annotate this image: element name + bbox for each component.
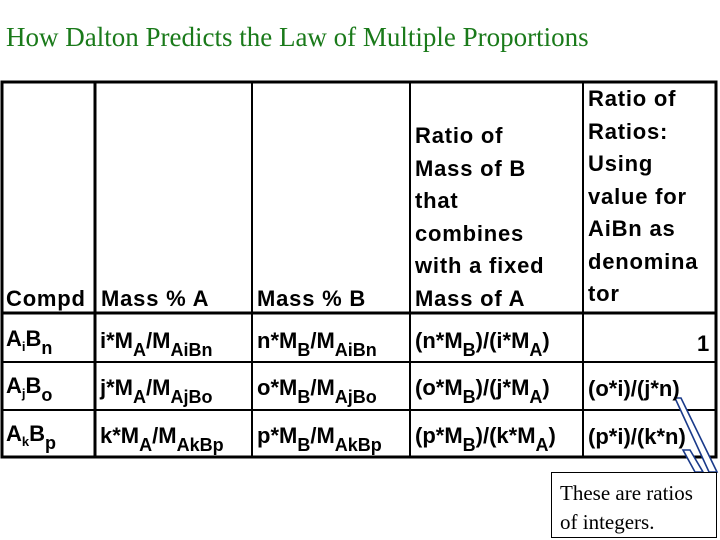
row1-mass-b: $n*M_B/M_{AiBn}$ (257, 328, 377, 360)
callout-box (551, 472, 717, 538)
header-compd: Compd (6, 286, 86, 311)
row2-compd: $A_jB_o$ (6, 373, 53, 405)
row2-mass-b: $o*M_B/M_{AjBo}$ (257, 375, 377, 407)
row1-compd: $A_iB_n$ (6, 326, 53, 358)
header-mass-a: Mass % A (101, 286, 210, 311)
row1-mass-a: $i*M_A/M_{AiBn}$ (100, 328, 213, 360)
row3-ratio-of-ratios: (p*i)/(k*n) (588, 424, 686, 449)
callout-line-1: These are ratios (560, 481, 693, 505)
row3-mass-b: $p*M_B/M_{AkBp}$ (257, 423, 382, 455)
header-ratio-of-ratios: Ratio of Ratios: Using value for AiBn as denomina tor (588, 86, 699, 306)
row2-mass-a: $j*M_A/M_{AjBo}$ (100, 375, 213, 407)
slide-title: How Dalton Predicts the Law of Multiple Proportions (6, 22, 589, 52)
row3-mass-a: $k*M_A/M_{AkBp}$ (100, 423, 224, 455)
callout-line-2: of integers. (560, 510, 655, 534)
row1-ratio: $(n*M_B)/(i*M_A)$ (415, 328, 550, 360)
header-ratio-of-mass: Ratio of Mass of B that combines with a fixed Mass of A (415, 123, 545, 311)
row2-ratio: $(o*M_B)/(j*M_A)$ (415, 375, 550, 407)
row3-ratio: $(p*M_B)/(k*M_A)$ (415, 423, 556, 455)
header-mass-b: Mass % B (257, 286, 367, 311)
row1-ratio-of-ratios: 1 (697, 331, 710, 356)
row2-ratio-of-ratios: (o*i)/(j*n) (588, 376, 680, 401)
row3-compd: $A_kB_p$ (6, 421, 57, 453)
